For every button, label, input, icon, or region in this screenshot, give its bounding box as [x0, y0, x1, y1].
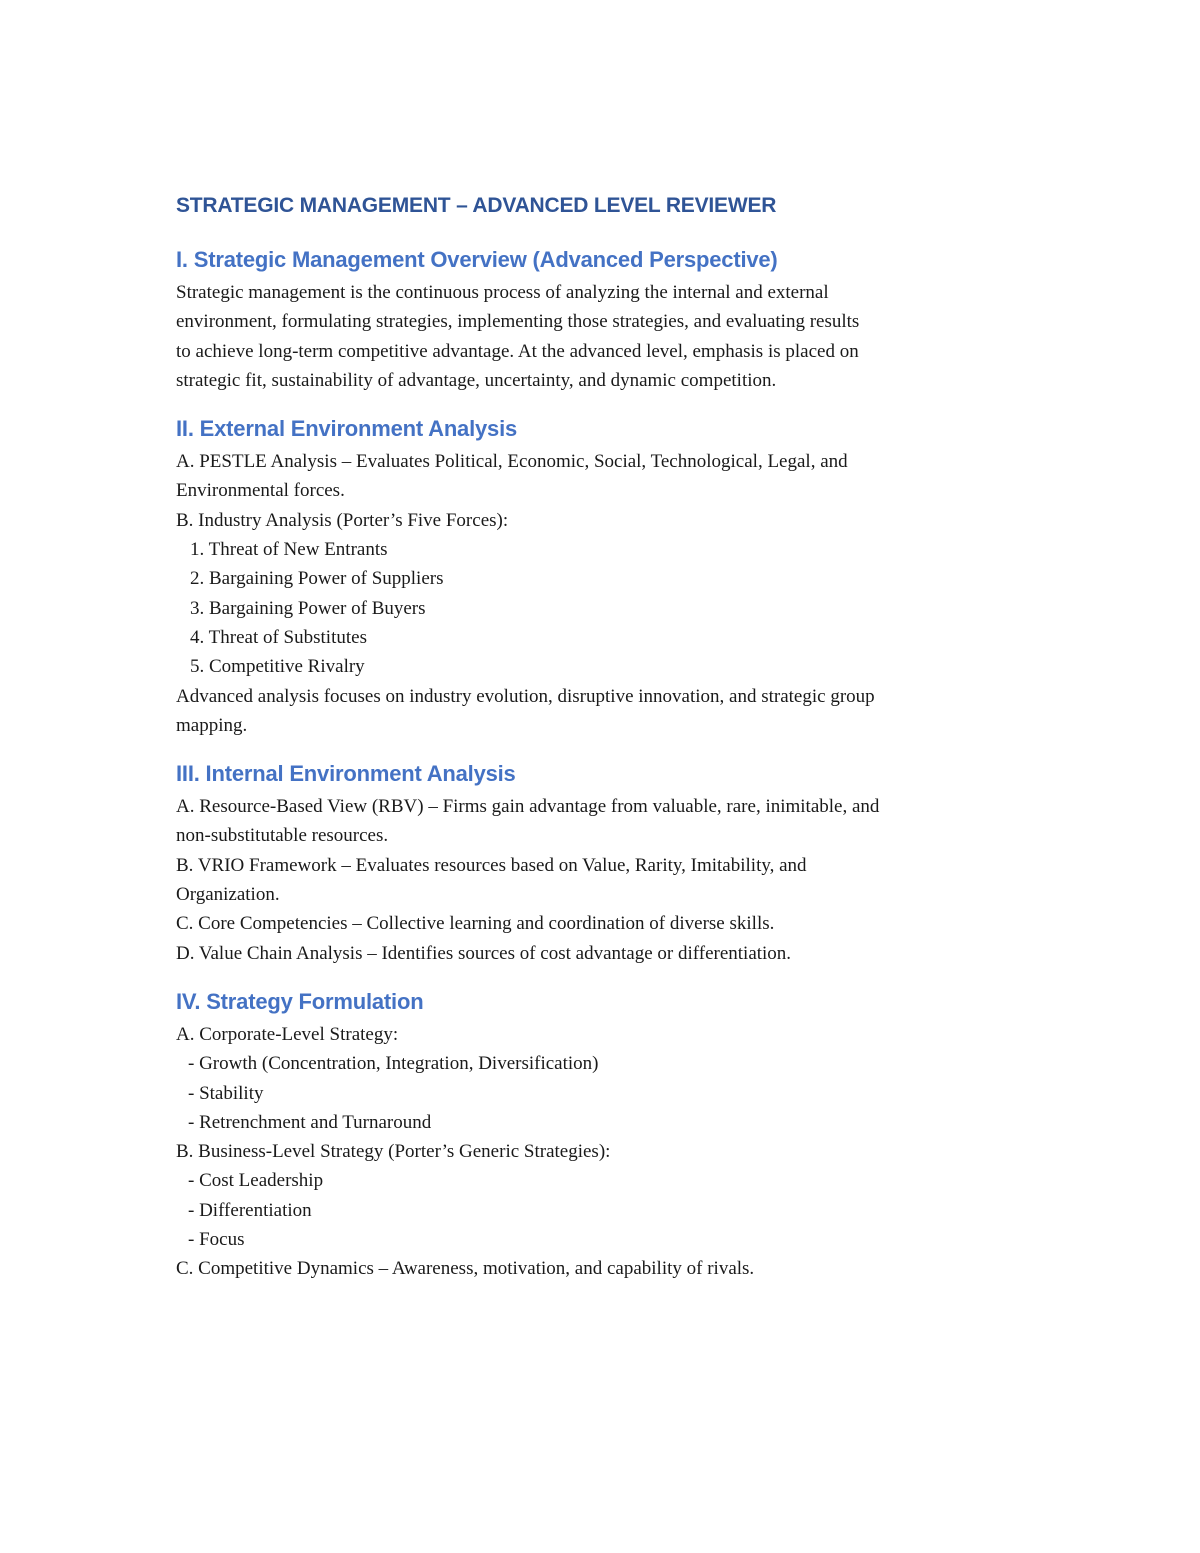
- list-item: - Stability: [188, 1082, 264, 1104]
- text-line: to achieve long-term competitive advantage. At the advanced level, emphasis is placed on: [176, 340, 859, 362]
- text-line: Advanced analysis focuses on industry evolution, disruptive innovation, and strategic group: [176, 685, 875, 707]
- section-strategy-formulation: [176, 986, 1036, 1284]
- section-heading: II. External Environment Analysis: [176, 416, 518, 442]
- list-item: 1. Threat of New Entrants: [190, 539, 388, 561]
- section-body: [176, 1020, 1036, 1284]
- document-content: [176, 190, 1036, 1302]
- text-line: Organization.: [176, 884, 280, 906]
- list-item: 5. Competitive Rivalry: [190, 656, 365, 678]
- text-line: Environmental forces.: [176, 480, 345, 502]
- text-line: B. VRIO Framework – Evaluates resources based on Value, Rarity, Imitability, and: [176, 854, 807, 876]
- section-body: [176, 447, 1036, 740]
- text-line: mapping.: [176, 714, 248, 736]
- section-heading: III. Internal Environment Analysis: [176, 761, 516, 787]
- text-line: Strategic management is the continuous process of analyzing the internal and external: [176, 282, 829, 303]
- text-line: B. Industry Analysis (Porter’s Five Forces):: [176, 509, 509, 531]
- section-overview: [176, 244, 1036, 395]
- section-external-analysis: [176, 413, 1036, 740]
- list-item: 3. Bargaining Power of Buyers: [190, 597, 426, 619]
- text-line: A. Resource-Based View (RBV) – Firms gain advantage from valuable, rare, inimitable, and: [176, 796, 880, 818]
- text-line: environment, formulating strategies, implementing those strategies, and evaluating results: [176, 311, 860, 333]
- list-item: 2. Bargaining Power of Suppliers: [190, 568, 444, 590]
- section-body: [176, 278, 1036, 395]
- text-line: A. Corporate-Level Strategy:: [176, 1023, 399, 1045]
- list-item: 4. Threat of Substitutes: [190, 626, 367, 648]
- text-line: C. Core Competencies – Collective learning and coordination of diverse skills.: [176, 913, 775, 935]
- list-item: - Retrenchment and Turnaround: [188, 1111, 432, 1133]
- text-line: B. Business-Level Strategy (Porter’s Generic Strategies):: [176, 1141, 611, 1163]
- list-item: - Differentiation: [188, 1199, 312, 1221]
- document-title: STRATEGIC MANAGEMENT – ADVANCED LEVEL REVIEWER: [176, 194, 777, 217]
- list-item: - Cost Leadership: [188, 1170, 324, 1192]
- section-heading: IV. Strategy Formulation: [176, 988, 424, 1014]
- text-line: A. PESTLE Analysis – Evaluates Political, Economic, Social, Technological, Legal, and: [176, 451, 848, 473]
- section-heading: I. Strategic Management Overview (Advanced Perspective): [176, 247, 778, 272]
- section-internal-analysis: [176, 758, 1036, 968]
- section-body: [176, 792, 1036, 968]
- text-line: non-substitutable resources.: [176, 825, 389, 847]
- text-line: strategic fit, sustainability of advantage, uncertainty, and dynamic competition.: [176, 369, 777, 391]
- list-item: - Focus: [188, 1229, 245, 1251]
- text-line: C. Competitive Dynamics – Awareness, motivation, and capability of rivals.: [176, 1258, 755, 1280]
- text-line: D. Value Chain Analysis – Identifies sources of cost advantage or differentiation.: [176, 942, 792, 964]
- list-item: - Growth (Concentration, Integration, Diversification): [188, 1053, 599, 1075]
